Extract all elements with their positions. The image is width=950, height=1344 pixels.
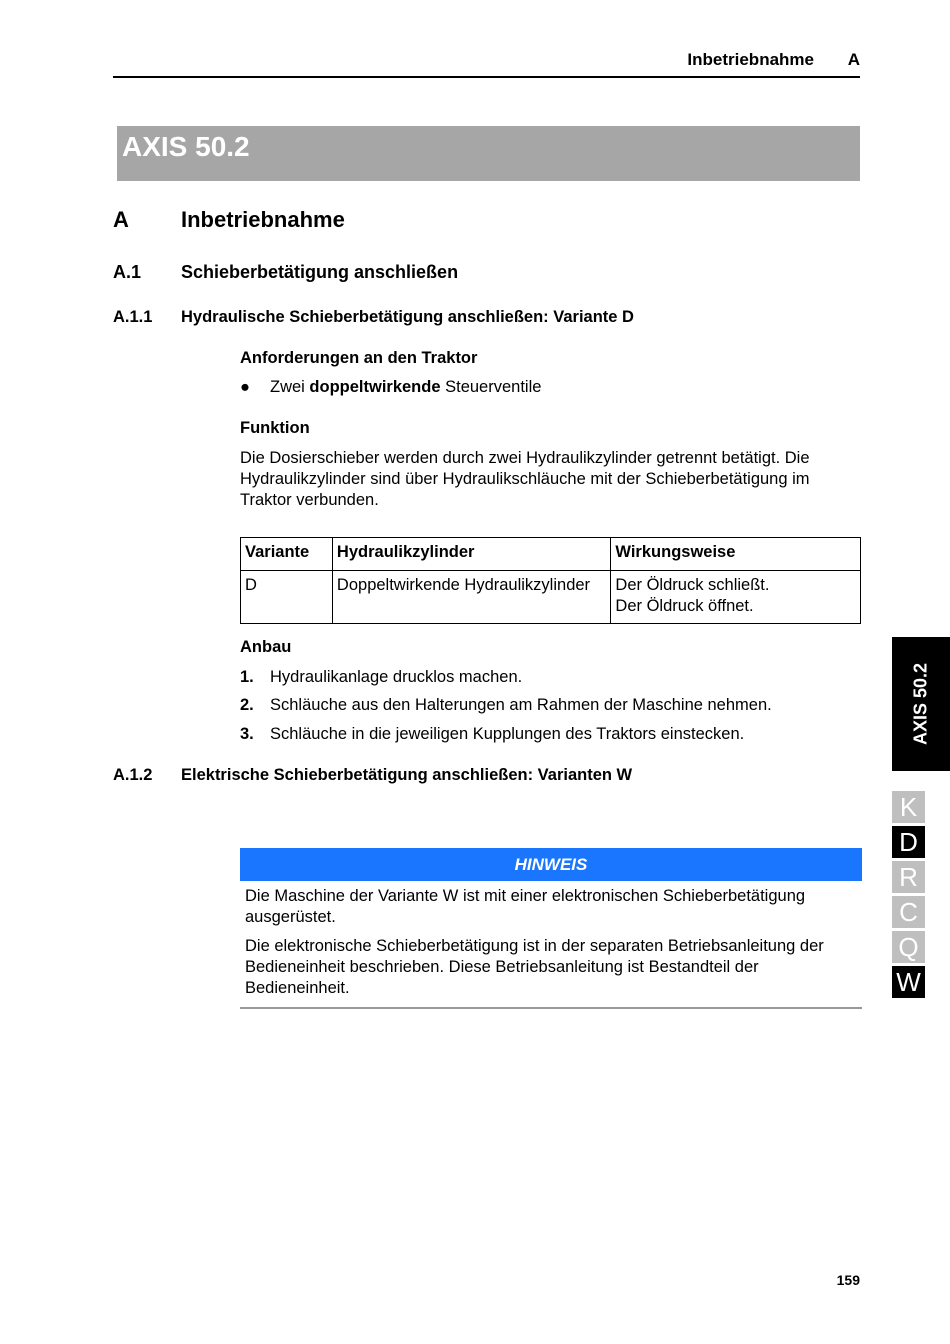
subsection-number: A.1.1 <box>113 308 153 326</box>
side-tab-k[interactable]: K <box>892 791 925 823</box>
function-text: Die Dosierschieber werden durch zwei Hydraulikzylinder getrennt betätigt. Die Hydraulikzylinder sind über Hydraulikschläuche mit der Schieberbetätigung im Traktor verbunden. <box>240 449 810 509</box>
variant-table <box>240 537 861 624</box>
page-number: 159 <box>836 1272 860 1288</box>
bullet-text-bold: doppeltwirkende <box>309 378 441 396</box>
subsection-number: A.1.2 <box>113 766 153 784</box>
step-text: Schläuche in die jeweiligen Kupplungen des Traktors einstecken. <box>270 725 745 743</box>
table-cell-cylinder: Doppeltwirkende Hydraulikzylinder <box>332 571 611 624</box>
table-header-effect: Wirkungsweise <box>611 538 861 571</box>
side-tab-d[interactable]: D <box>892 826 925 858</box>
model-banner <box>117 126 860 181</box>
bullet-text-pre: Zwei <box>270 378 310 396</box>
running-header <box>113 50 860 78</box>
side-model-label: AXIS 50.2 <box>910 662 931 746</box>
side-tab-q[interactable]: Q <box>892 931 925 963</box>
table-row <box>241 571 861 624</box>
side-model-tab <box>892 637 950 771</box>
table-header-row <box>241 538 861 571</box>
mounting-heading: Anbau <box>240 638 292 656</box>
section-number: A.1 <box>113 262 142 282</box>
bullet-text-post: Steuerventile <box>440 378 542 396</box>
notice-paragraph: Die Maschine der Variante W ist mit einer elektronischen Schieberbetätigung ausgerüstet. <box>245 887 806 926</box>
step-number: 1. <box>240 668 254 686</box>
chapter-number: A <box>113 207 129 232</box>
running-header-letter: A <box>847 50 860 69</box>
requirements-heading: Anforderungen an den Traktor <box>240 349 478 367</box>
step-text: Schläuche aus den Halterungen am Rahmen der Maschine nehmen. <box>270 696 772 714</box>
effect-line: Der Öldruck öffnet. <box>615 597 754 615</box>
notice-paragraph: Die elektronische Schieberbetätigung ist in der separaten Betriebsanleitung der Bedieneinheit beschrieben. Diese Betriebsanleitung ist Bestandteil der Bedieneinheit. <box>245 937 824 997</box>
bullet-icon: ● <box>240 378 250 396</box>
chapter-title: Inbetriebnahme <box>181 207 345 232</box>
model-banner-title: AXIS 50.2 <box>122 131 250 162</box>
table-header-variant: Variante <box>241 538 333 571</box>
step-number: 2. <box>240 696 254 714</box>
table-cell-variant: D <box>241 571 333 624</box>
side-tab-r[interactable]: R <box>892 861 925 893</box>
side-tab-c[interactable]: C <box>892 896 925 928</box>
requirements-bullet <box>270 378 541 397</box>
function-heading: Funktion <box>240 419 310 437</box>
section-title: Schieberbetätigung anschließen <box>181 262 459 282</box>
running-header-title: Inbetriebnahme <box>687 50 814 69</box>
table-cell-effect <box>611 571 861 624</box>
subsection-title: Hydraulische Schieberbetätigung anschließen: Variante D <box>181 308 634 326</box>
step-text: Hydraulikanlage drucklos machen. <box>270 668 523 686</box>
subsection-title: Elektrische Schieberbetätigung anschließen: Varianten W <box>181 766 633 784</box>
table-header-cylinder: Hydraulikzylinder <box>332 538 611 571</box>
effect-line: Der Öldruck schließt. <box>615 576 770 594</box>
notice-body <box>240 881 862 1009</box>
side-tab-w[interactable]: W <box>892 966 925 998</box>
notice-heading: HINWEIS <box>240 848 862 881</box>
step-number: 3. <box>240 725 254 743</box>
